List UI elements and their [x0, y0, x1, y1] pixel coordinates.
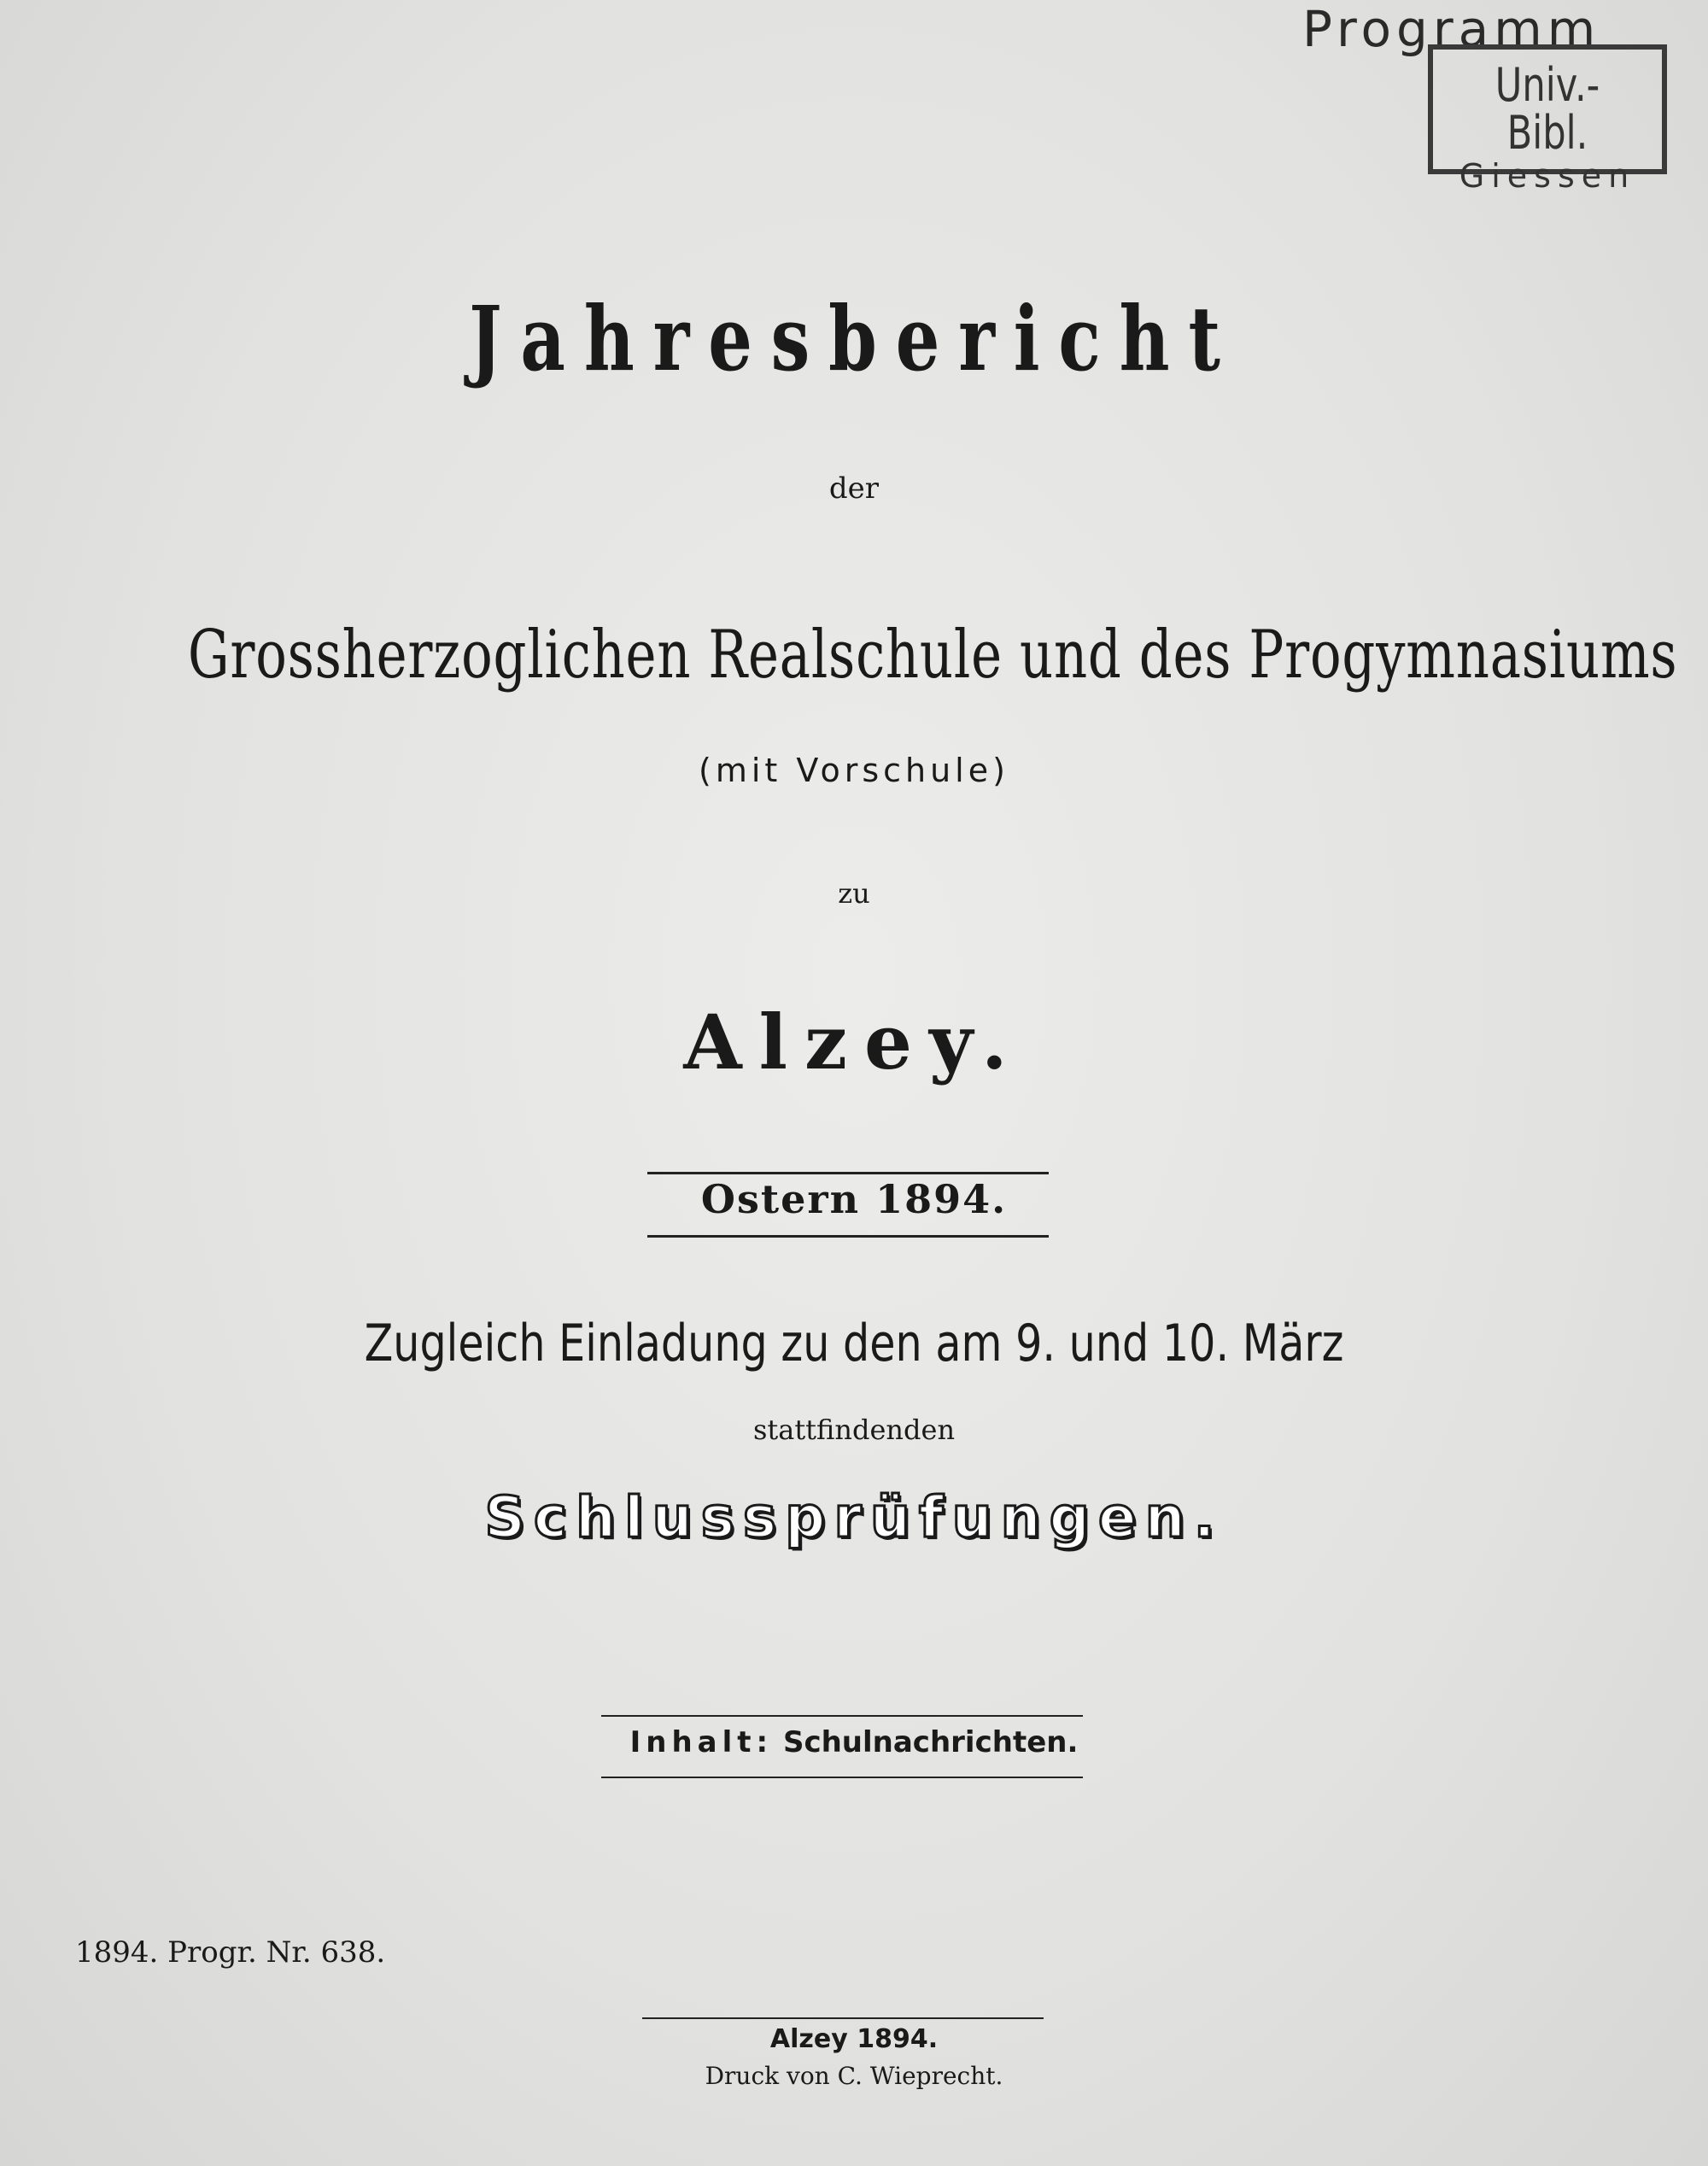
contents-divider-top — [601, 1715, 1083, 1717]
library-stamp-line2: Giessen — [1459, 157, 1636, 195]
imprint-place-year: Alzey 1894. — [769, 2024, 939, 2054]
institution-name: Grossherzoglichen Realschule und des Progymnasiums — [188, 617, 1678, 694]
document-title: Jahresbericht — [469, 286, 1239, 391]
contents-divider-bottom — [601, 1777, 1083, 1778]
imprint-divider — [642, 2017, 1044, 2019]
library-stamp — [1428, 44, 1667, 195]
imprint-printer: Druck von C. Wieprecht. — [705, 2062, 1003, 2090]
contents-line — [0, 1725, 1708, 1759]
divider-bottom — [647, 1235, 1049, 1238]
stattfindenden-text: stattfindenden — [752, 1414, 956, 1446]
zu-text: zu — [838, 877, 870, 910]
date-label: Ostern 1894. — [700, 1176, 1008, 1222]
program-number: 1894. Progr. Nr. 638. — [75, 1935, 386, 1970]
programm-label: Programm — [1302, 0, 1601, 58]
vorschule-note: (mit Vorschule) — [699, 752, 1009, 789]
library-stamp-line1: Univ.-Bibl. — [1494, 58, 1600, 160]
exams-heading: Schlussprüfungen. — [484, 1484, 1224, 1550]
town-name: Alzey. — [683, 998, 1025, 1086]
contents-value: Schulnachrichten. — [782, 1725, 1079, 1759]
divider-top — [647, 1172, 1049, 1174]
contents-label: Inhalt: — [629, 1725, 774, 1759]
invitation-text: Zugleich Einladung zu den am 9. und 10. März — [364, 1314, 1344, 1373]
der-text: der — [828, 471, 880, 506]
